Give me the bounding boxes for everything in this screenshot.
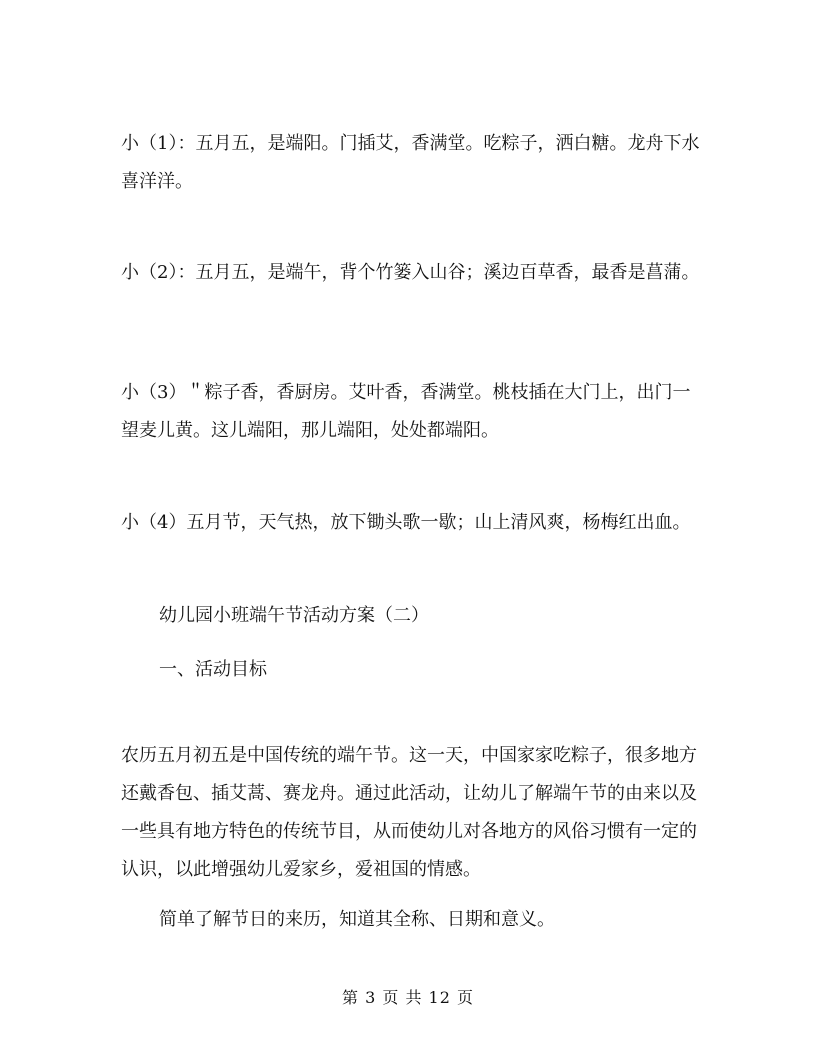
section-title: 幼儿园小班端午节活动方案（二）	[159, 605, 429, 626]
paragraph-intro: 农历五月初五是中国传统的端午节。这一天，中国家家吃粽子，很多地方还戴香包、插艾蒿、赛龙舟。通过此活动，让幼儿了解端午节的由来以及一些具有地方特色的传统节目，从而使幼儿对各地方的风俗习惯有一定的认识，以此增强幼儿爱家乡，爱祖国的情感。	[121, 745, 697, 880]
page-number-footer: 第 3 页 共 12 页	[342, 988, 474, 1007]
paragraph-rhyme-2: 小（2）：五月五，是端午，背个竹篓入山谷；溪边百草香，最香是菖蒲。	[121, 262, 700, 283]
paragraph-rhyme-3: 小（3）＂粽子香，香厨房。艾叶香，香满堂。桃枝插在大门上，出门一望麦儿黄。这儿端阳，那儿端阳，处处都端阳。	[121, 382, 691, 441]
paragraph-rhyme-4: 小（4）五月节，天气热，放下锄头歌一歇；山上清风爽，杨梅红出血。	[121, 512, 691, 533]
section-heading-goals: 一、活动目标	[159, 659, 267, 680]
paragraph-rhyme-1: 小（1）：五月五，是端阳。门插艾，香满堂。吃粽子，洒白糖。龙舟下水喜洋洋。	[121, 133, 700, 192]
paragraph-goal-1: 简单了解节日的来历，知道其全称、日期和意义。	[159, 909, 555, 930]
